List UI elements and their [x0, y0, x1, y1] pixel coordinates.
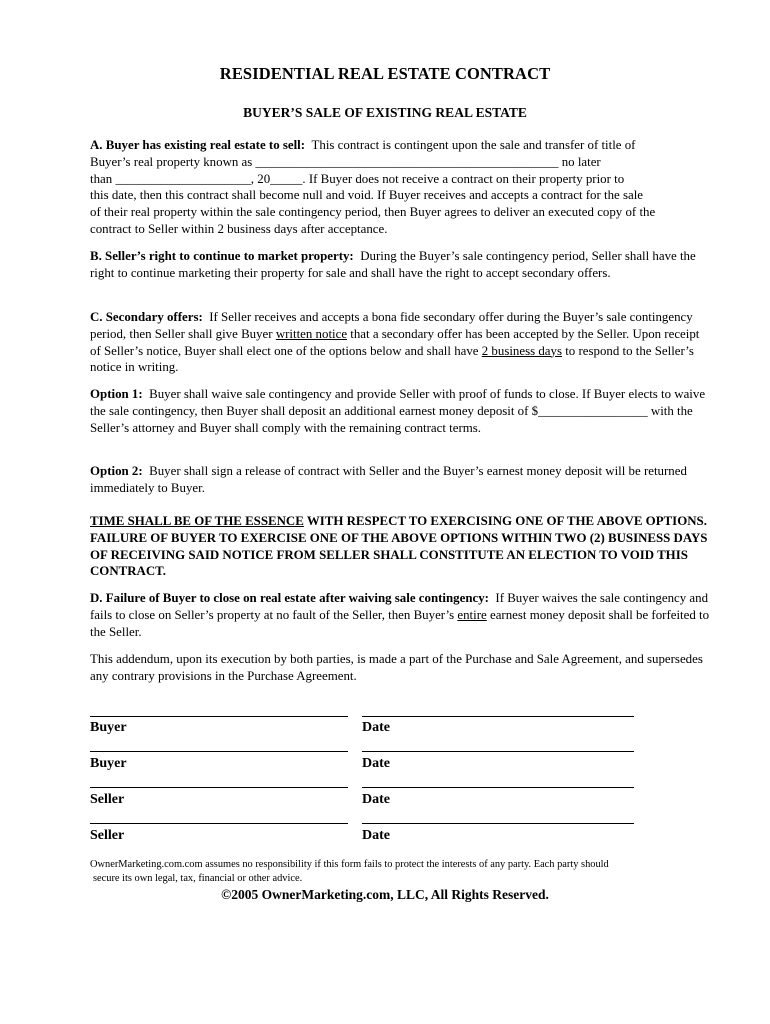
section-a: A. Buyer has existing real estate to sell: This contract is contingent upon the sale and transfer of title of Buyer’s real property known as _______________________________________________ no later than _____________________, 20_____. If Buyer does not receive a contract on their property prior to this date, then this contract shall become null and void. If Buyer receives and accepts a contract for the sale of their real property within the sale contingency period, then Buyer agrees to deliver an executed copy of the contract to Seller within 2 business days after acceptance. — [90, 137, 710, 238]
signature-label: Buyer — [90, 756, 127, 771]
date-label: Date — [362, 792, 390, 807]
copyright: ©2005 OwnerMarketing.com, LLC, All Rights Reserved. — [221, 887, 549, 902]
seller-2-date-line[interactable] — [362, 823, 634, 824]
page-subtitle: BUYER’S SALE OF EXISTING REAL ESTATE — [243, 105, 527, 120]
date-label: Date — [362, 756, 390, 771]
deadline-date-blank[interactable]: _____________________ — [115, 171, 251, 186]
signature-label: Buyer — [90, 720, 127, 735]
section-d: D. Failure of Buyer to close on real estate after waiving sale contingency: If Buyer waives the sale contingency and fails to close on Seller’s property at no fault of the Seller, then Buyer’s entire earnest money deposit shall be forfeited to the Seller. — [90, 591, 710, 639]
section-c-heading: C. Secondary offers: — [90, 310, 203, 324]
seller-1-date-line[interactable] — [362, 787, 634, 788]
seller-1-signature-line[interactable] — [90, 787, 348, 788]
signature-label: Seller — [90, 792, 125, 807]
section-a-line-3: than _____________________, 20_____. If Buyer does not receive a contract on their property prior to — [90, 171, 625, 186]
essence-clause: TIME SHALL BE OF THE ESSENCE WITH RESPECT TO EXERCISING ONE OF THE ABOVE OPTIONS. FAILURE OF BUYER TO EXERCISE ONE OF THE ABOVE OPTIONS WITHIN TWO (2) BUSINESS DAYS OF RECEIVING SAID NOTICE FROM SELLER SHALL CONSTITUTE AN ELECTION TO VOID THIS CONTRACT. — [90, 514, 708, 579]
deadline-year-blank[interactable]: _____ — [270, 171, 303, 186]
section-d-heading: D. Failure of Buyer to close on real estate after waiving sale contingency: — [90, 591, 489, 605]
option-1-heading: Option 1: — [90, 387, 143, 401]
section-a-line-2: Buyer’s real property known as _______________________________________________ no later — [90, 154, 601, 169]
section-a-heading: A. Buyer has existing real estate to sell: — [90, 138, 306, 152]
addendum-text: This addendum, upon its execution by both parties, is made a part of the Purchase and Sale Agreement, and supersedes any contrary provisions in the Purchase Agreement. — [90, 652, 703, 683]
earnest-money-blank[interactable]: $_________________ — [531, 403, 648, 418]
section-c: C. Secondary offers: If Seller receives and accepts a bona fide secondary offer during the Buyer’s sale contingency period, then Seller shall give Buyer written notice that a secondary offer has been accepted by the Seller. Upon receipt of Seller’s notice, Buyer shall elect one of the options below and shall have 2 business days to respond to the Seller’s notice in writing. — [90, 310, 700, 375]
buyer-2-signature-line[interactable] — [90, 751, 348, 752]
buyer-1-date-line[interactable] — [362, 716, 634, 717]
seller-2-signature-line[interactable] — [90, 823, 348, 824]
date-label: Date — [362, 828, 390, 843]
section-b: B. Seller’s right to continue to market property: During the Buyer’s sale contingency period, Seller shall have the right to continue marketing their property for sale and shall have the right to accept secondary offers. — [90, 249, 696, 280]
section-b-heading: B. Seller’s right to continue to market property: — [90, 249, 354, 263]
buyer-2-date-line[interactable] — [362, 751, 634, 752]
date-label: Date — [362, 720, 390, 735]
option-2-heading: Option 2: — [90, 464, 143, 478]
page-title: RESIDENTIAL REAL ESTATE CONTRACT — [219, 64, 551, 83]
signature-label: Seller — [90, 828, 125, 843]
option-2: Option 2: Buyer shall sign a release of contract with Seller and the Buyer’s earnest money deposit will be returned immediately to Buyer. — [90, 464, 687, 495]
buyer-1-signature-line[interactable] — [90, 716, 348, 717]
property-address-blank[interactable]: _______________________________________________ — [255, 154, 559, 169]
disclaimer: OwnerMarketing.com.com assumes no responsibility if this form fails to protect the interests of any party. Each party should secure its own legal, tax, financial or other advice. — [90, 859, 609, 884]
option-1: Option 1: Buyer shall waive sale contingency and provide Seller with proof of funds to close. If Buyer elects to waive the sale contingency, then Buyer shall deposit an additional earnest money deposit of $_________________ with the Seller’s attorney and Buyer shall comply with the remaining contract terms. — [90, 387, 706, 435]
section-a-line-1: A. Buyer has existing real estate to sell: This contract is contingent upon the sale and transfer of title of — [90, 138, 636, 152]
